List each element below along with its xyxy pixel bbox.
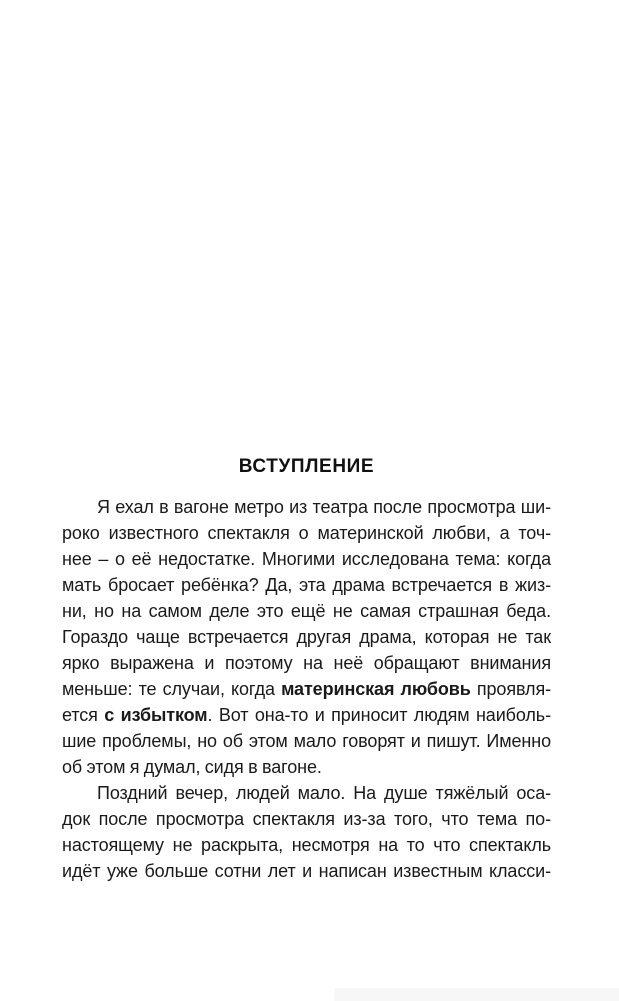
text-run: нее – о её недостатке. Многими исследована тема: когда [62, 549, 551, 569]
text-line [62, 494, 551, 520]
text-line [62, 832, 551, 858]
page-bottom-scan-shadow [334, 988, 619, 1001]
text-run: шие проблемы, но об этом мало говорят и пишут. Именно [62, 731, 551, 751]
text-run: Я ехал в вагоне метро из театра после просмотра ши- [97, 497, 551, 517]
text-line [62, 858, 551, 884]
text-run: док после просмотра спектакля из-за того, что тема по- [62, 809, 551, 829]
text-run: проявля- [470, 679, 551, 699]
text-run: ется [62, 705, 105, 725]
text-line [62, 546, 551, 572]
bold-text-run: с избытком [104, 705, 208, 725]
text-line [62, 806, 551, 832]
text-line [62, 624, 551, 650]
text-line [62, 676, 551, 702]
text-run: об этом я думал, сидя в вагоне. [62, 757, 322, 777]
text-run: ни, но на самом деле это ещё не самая страшная беда. [62, 601, 551, 621]
text-line [62, 520, 551, 546]
text-block [62, 494, 551, 884]
text-line [62, 728, 551, 754]
text-run: Гораздо чаще встречается другая драма, которая не так [62, 627, 551, 647]
text-line [62, 650, 551, 676]
text-run: настоящему не раскрыта, несмотря на то что спектакль [62, 835, 551, 855]
text-run: Поздний вечер, людей мало. На душе тяжёлый оса- [97, 783, 551, 803]
bold-text-run: материнская любовь [281, 679, 471, 699]
text-line [62, 702, 551, 728]
chapter-title: ВСТУПЛЕНИЕ [238, 455, 375, 477]
text-run: мать бросает ребёнка? Да, эта драма встречается в жиз- [62, 575, 551, 595]
text-line [62, 572, 551, 598]
text-run: . Вот она-то и приносит людям наиболь- [207, 705, 551, 725]
text-run: идёт уже больше сотни лет и написан известным класси- [62, 861, 551, 881]
text-run: роко известного спектакля о материнской любви, а точ- [62, 523, 551, 543]
text-run: меньше: те случаи, когда [62, 679, 282, 699]
text-line [62, 598, 551, 624]
text-line [62, 780, 551, 806]
text-run: ярко выражена и поэтому на неё обращают внимания [62, 653, 551, 673]
text-line [62, 754, 551, 780]
